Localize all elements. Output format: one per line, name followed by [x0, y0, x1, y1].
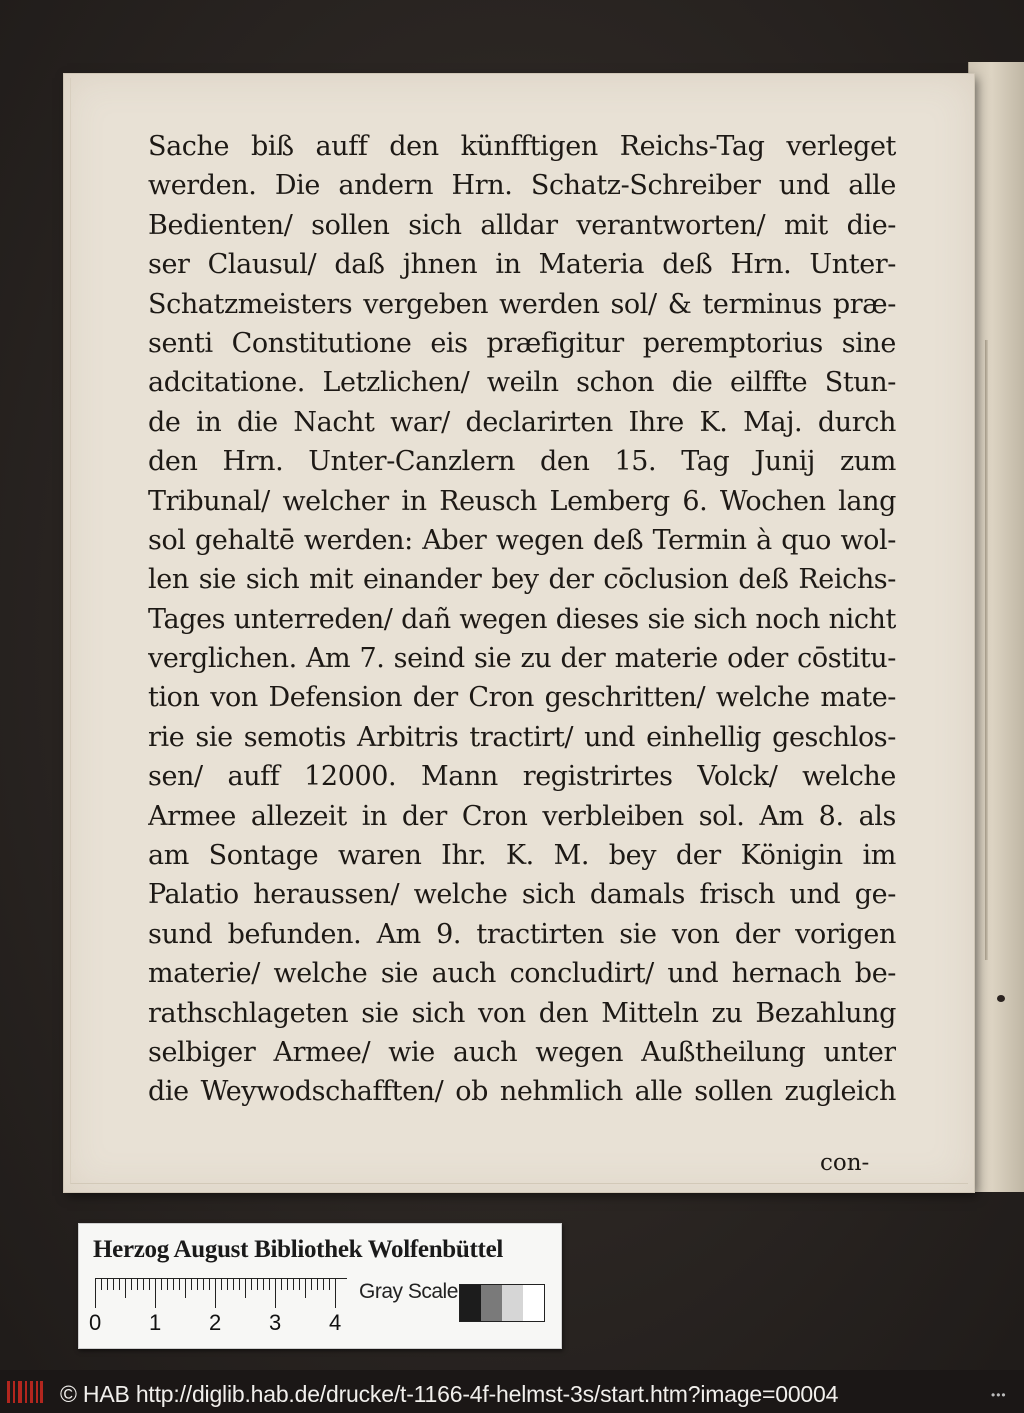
- ruler-number: 1: [149, 1310, 162, 1335]
- text-line: Sache biß auff den künfftigen Reichs-Tag verleget: [148, 131, 896, 162]
- page-text-block: [148, 127, 896, 1112]
- more-dots-icon[interactable]: •••: [991, 1388, 1007, 1402]
- ruler-tick: [251, 1278, 252, 1290]
- text-line: verglichen. Am 7. seind sie zu der materie oder cōstitu-: [148, 643, 896, 675]
- ruler-number: 4: [329, 1310, 342, 1335]
- text-line: sen/ auff 12000. Mann registrirtes Volck/ welche: [148, 761, 896, 793]
- next-page-edge: [968, 62, 1024, 1192]
- text-line: Schatzmeisters vergeben werden sol/ & terminus præ-: [148, 288, 896, 320]
- gray-swatch: [460, 1285, 481, 1321]
- gray-scale-swatches: [459, 1284, 545, 1322]
- text-line: Tribunal/ welcher in Reusch Lemberg 6. Wochen lang: [148, 485, 896, 517]
- ruler-tick: [311, 1278, 312, 1290]
- ruler-tick: [179, 1278, 180, 1290]
- ruler-tick: [185, 1278, 186, 1298]
- wormhole-mark: [997, 995, 1005, 1002]
- ruler-tick: [167, 1278, 168, 1290]
- text-line: ser Clausul/ daß jhnen in Materia deß Hrn. Unter-: [148, 249, 896, 281]
- ruler-tick: [239, 1278, 240, 1290]
- scale-ruler: [95, 1278, 347, 1308]
- text-line: adcitatione. Letzlichen/ weiln schon die eilffte Stun-: [148, 367, 896, 399]
- gray-swatch: [523, 1285, 544, 1321]
- ruler-number: 3: [269, 1310, 282, 1335]
- ruler-tick: [305, 1278, 306, 1298]
- text-line: Armee allezeit in der Cron verbleiben sol. Am 8. als: [148, 800, 896, 832]
- text-line: rathschlageten sie sich von den Mitteln zu Bezahlung: [148, 997, 896, 1029]
- ruler-tick: [233, 1278, 234, 1290]
- hab-barcode-logo-icon[interactable]: [6, 1379, 44, 1405]
- text-line: sund befunden. Am 9. tractirten sie von der vorigen: [148, 918, 896, 950]
- ruler-tick: [107, 1278, 108, 1290]
- text-line: de in die Nacht war/ declarirten Ihre K. Maj. durch: [148, 406, 896, 438]
- text-line: tion von Defension der Cron geschritten/ welche mate-: [148, 682, 896, 714]
- text-line: materie/ welche sie auch concludirt/ und hernach be-: [148, 958, 896, 990]
- color-calibration-card: [78, 1223, 562, 1349]
- text-line: werden. Die andern Hrn. Schatz-Schreiber und alle: [148, 170, 896, 202]
- text-line: senti Constitutione eis præfigitur peremptorius sine: [148, 327, 896, 359]
- ruler-tick: [257, 1278, 258, 1290]
- ruler-tick: [143, 1278, 144, 1290]
- ruler-tick: [209, 1278, 210, 1290]
- text-line: Palatio heraussen/ welche sich damals frisch und ge-: [148, 879, 896, 911]
- text-line: rie sie semotis Arbitris tractirt/ und einhellig geschlos-: [148, 721, 896, 753]
- catchword: con-: [820, 1150, 870, 1176]
- ruler-tick: [197, 1278, 198, 1290]
- ruler-tick: [329, 1278, 330, 1290]
- gray-scale-label: Gray Scale: [359, 1280, 458, 1303]
- ruler-tick: [215, 1278, 216, 1308]
- ruler-tick: [155, 1278, 156, 1308]
- gray-swatch: [481, 1285, 502, 1321]
- ruler-tick: [227, 1278, 228, 1290]
- ruler-tick: [149, 1278, 150, 1290]
- ruler-tick: [335, 1278, 336, 1308]
- ruler-tick: [317, 1278, 318, 1290]
- ruler-tick: [269, 1278, 270, 1290]
- ruler-tick: [263, 1278, 264, 1290]
- ruler-tick: [161, 1278, 162, 1290]
- text-line: selbiger Armee/ wie auch wegen Außtheilung unter: [148, 1036, 896, 1068]
- ruler-tick: [101, 1278, 102, 1290]
- text-line: Bedienten/ sollen sich alldar verantworten/ mit die-: [148, 209, 896, 241]
- ruler-tick: [281, 1278, 282, 1290]
- ruler-tick: [173, 1278, 174, 1290]
- text-line: sol gehaltē werden: Aber wegen deß Termin à quo wol-: [148, 524, 896, 556]
- ruler-tick: [293, 1278, 294, 1290]
- library-name: Herzog August Bibliothek Wolfenbüttel: [93, 1236, 504, 1263]
- ruler-tick: [113, 1278, 114, 1290]
- ruler-tick: [95, 1278, 96, 1308]
- ruler-tick: [287, 1278, 288, 1290]
- ruler-tick: [131, 1278, 132, 1290]
- ruler-tick: [137, 1278, 138, 1290]
- text-line: am Sontage waren Ihr. K. M. bey der Königin im: [148, 840, 896, 872]
- ruler-tick: [191, 1278, 192, 1290]
- ruler-tick: [221, 1278, 222, 1290]
- text-line: Tages unterreden/ dañ wegen dieses sie sich noch nicht: [148, 603, 896, 635]
- gray-swatch: [502, 1285, 523, 1321]
- page-fold-shadow: [985, 340, 988, 960]
- ruler-tick: [275, 1278, 276, 1308]
- ruler-tick: [323, 1278, 324, 1290]
- footer-url-text[interactable]: © HAB http://diglib.hab.de/drucke/t-1166-4f-helmst-3s/start.htm?image=00004: [60, 1381, 839, 1407]
- ruler-number: 2: [209, 1310, 222, 1335]
- text-line: den Hrn. Unter-Canzlern den 15. Tag Junij zum: [148, 446, 896, 478]
- text-line: len sie sich mit einander bey der cōclusion deß Reichs-: [148, 564, 896, 596]
- ruler-number: 0: [89, 1310, 102, 1335]
- ruler-tick: [125, 1278, 126, 1298]
- ruler-tick: [203, 1278, 204, 1290]
- ruler-tick: [119, 1278, 120, 1290]
- ruler-tick: [299, 1278, 300, 1290]
- text-line: die Weywodschafften/ ob nehmlich alle sollen zugleich: [148, 1076, 896, 1108]
- ruler-tick: [245, 1278, 246, 1298]
